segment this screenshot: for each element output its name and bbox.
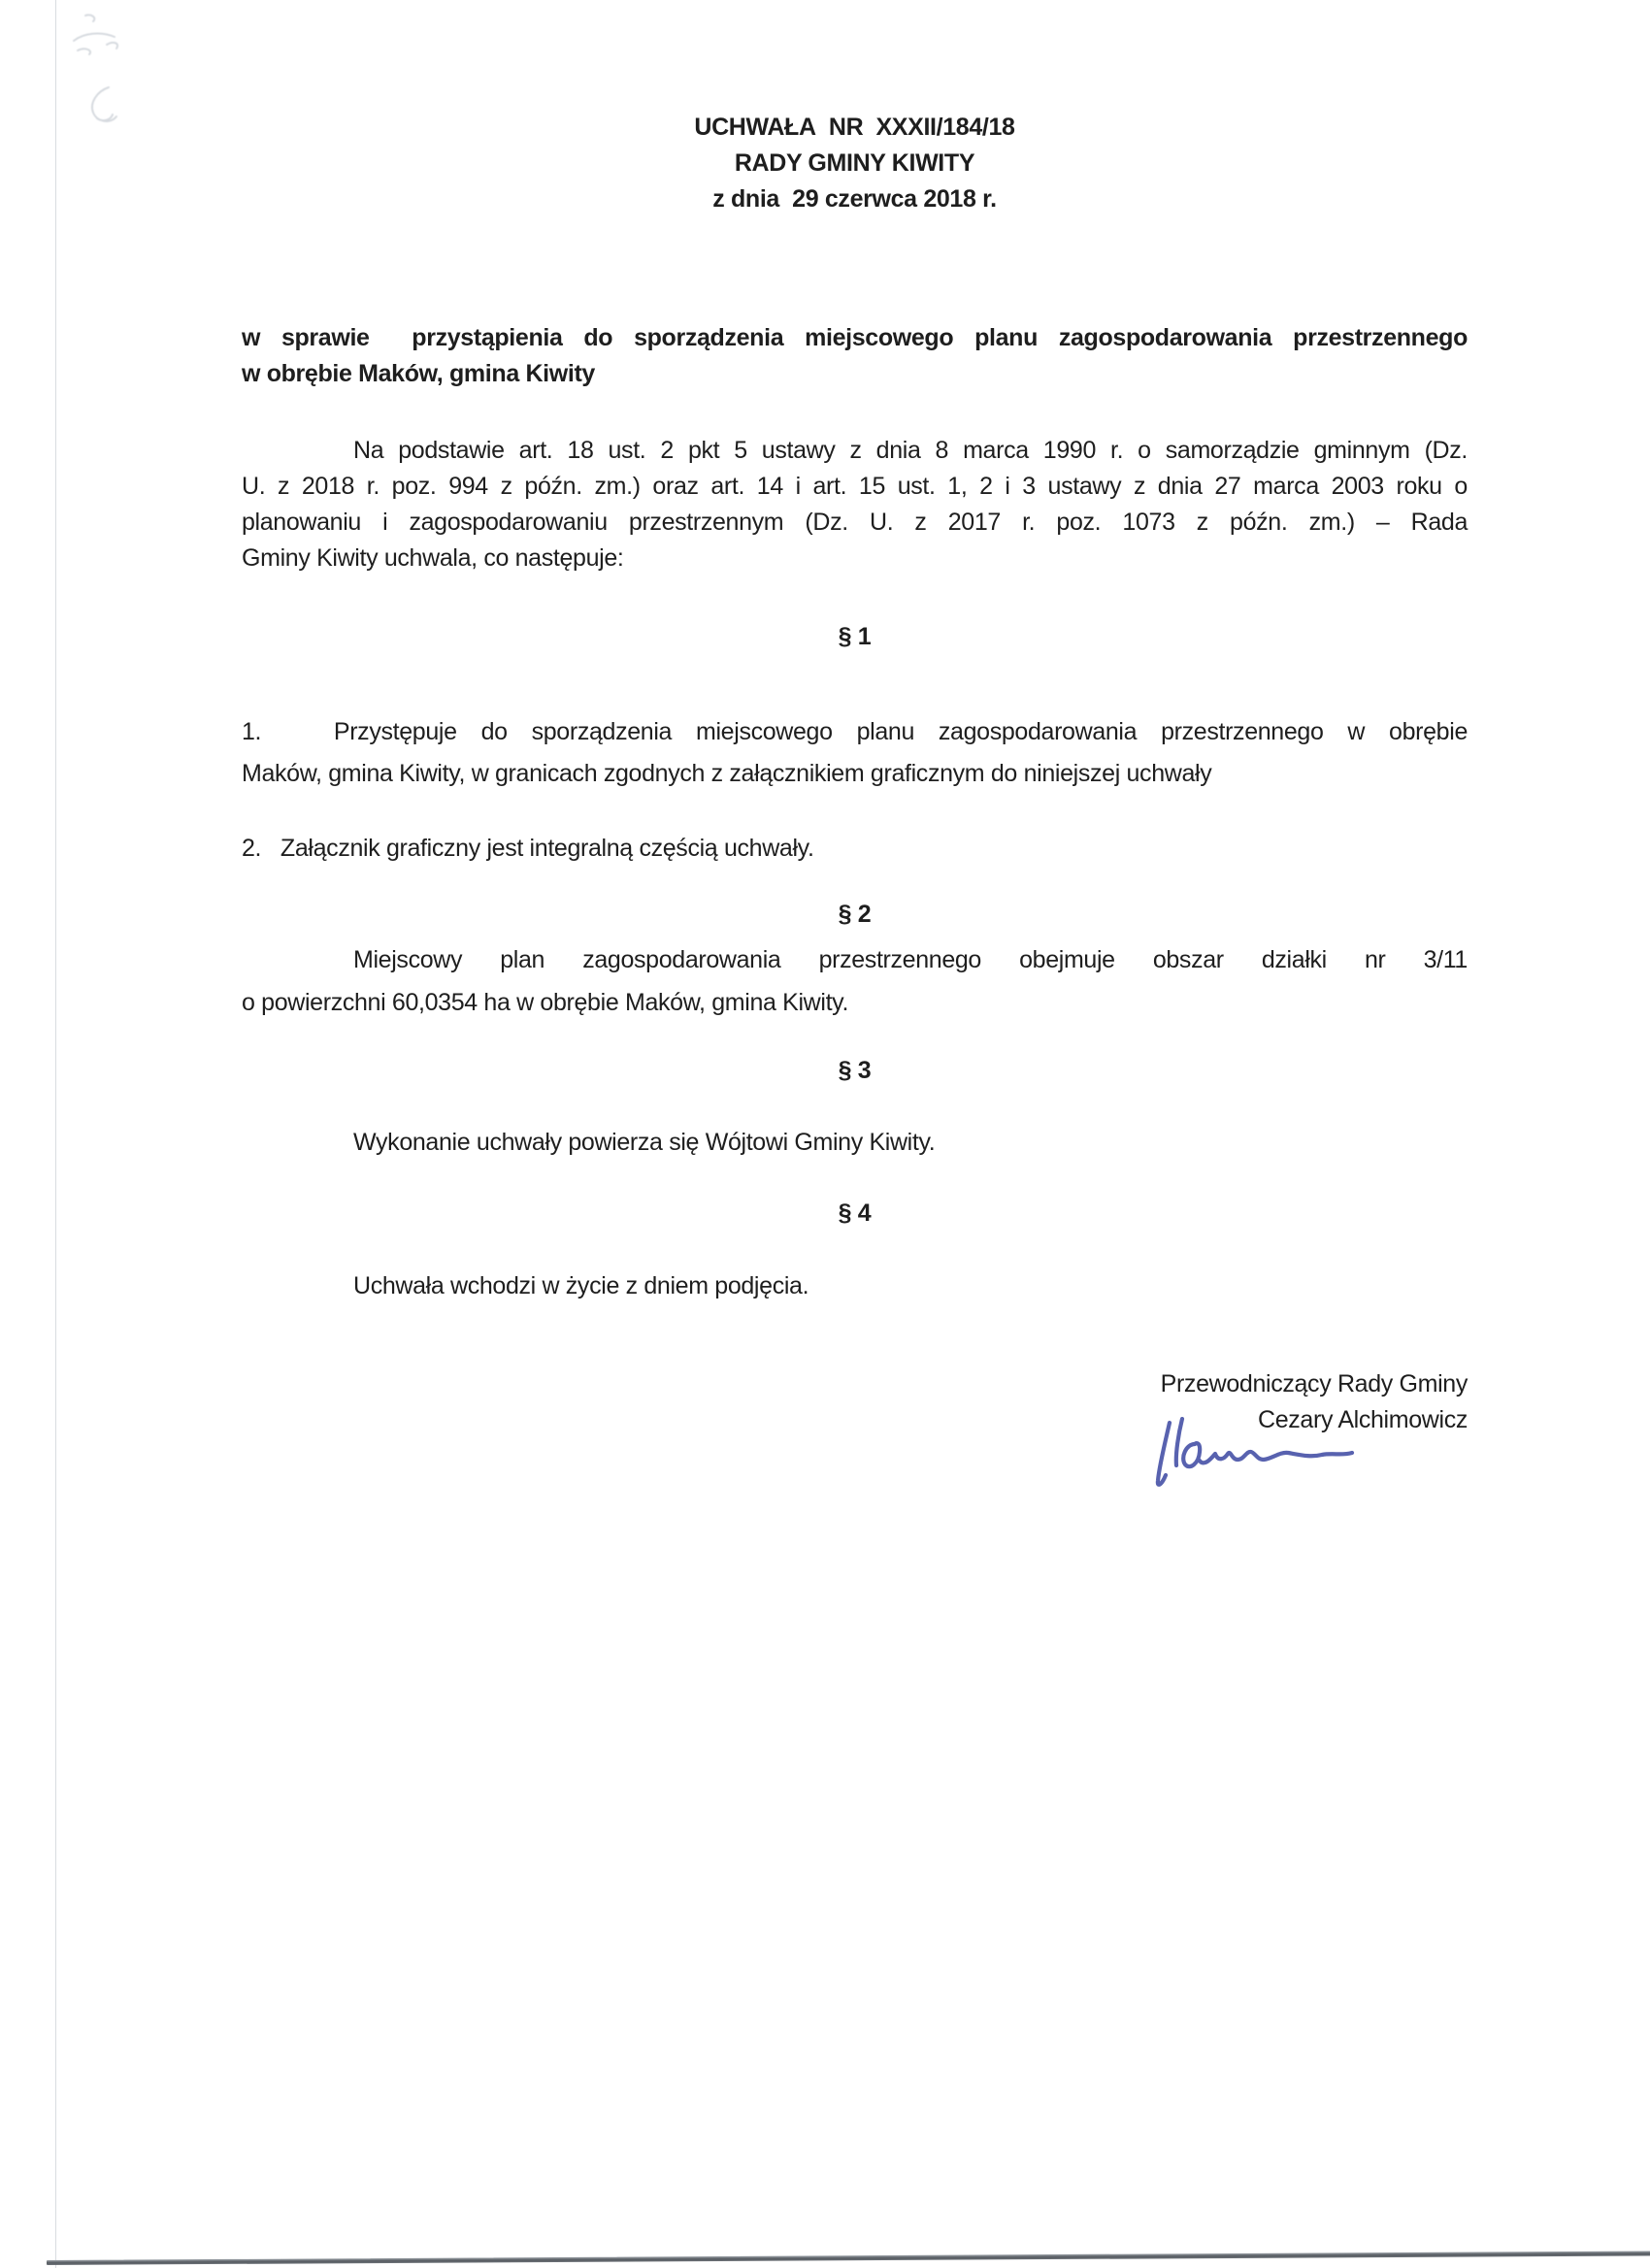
scan-smudge-mark [80, 82, 134, 132]
issuing-body: RADY GMINY KIWITY [734, 149, 975, 177]
signature-ink-path [1158, 1419, 1352, 1485]
document-content [242, 110, 1468, 1512]
section-3-paragraph [242, 1125, 1468, 1161]
section-1-mark: § 1 [838, 623, 872, 650]
legal-basis-line: Gminy Kiwity uchwala, co następuje: [242, 544, 624, 572]
legal-basis-line: planowaniu i zagospodarowaniu przestrzennym (Dz. U. z 2017 r. poz. 1073 z późn. zm.) – Rada [242, 509, 1468, 536]
legal-basis-line: Na podstawie art. 18 ust. 2 pkt 5 ustawy z dnia 8 marca 1990 r. o samorządzie gminnym (Dz. [353, 437, 1468, 464]
point-line: Maków, gmina Kiwity, w granicach zgodnych z załącznikiem graficznym do niniejszej uchwały [242, 760, 1212, 787]
section-4-line: Uchwała wchodzi w życie z dniem podjęcia. [353, 1272, 809, 1299]
subject-line: w sprawie przystąpienia do sporządzenia miejscowego planu zagospodarowania przestrzennego [242, 324, 1468, 351]
section-3-mark: § 3 [838, 1057, 872, 1084]
section-2-line: o powierzchni 60,0354 ha w obrębie Maków, gmina Kiwity. [242, 989, 849, 1016]
resolution-number: UCHWAŁA NR XXXII/184/18 [694, 114, 1015, 141]
section-4-mark: § 4 [838, 1200, 872, 1227]
signer-title: Przewodniczący Rady Gminy [1160, 1370, 1468, 1397]
section-2-paragraph [242, 938, 1468, 1024]
signature-block [242, 1366, 1468, 1512]
section-1-point-1 [242, 711, 1468, 795]
point-line: 1. Przystępuje do sporządzenia miejscowego planu zagospodarowania przestrzennego w obrębie [242, 718, 1468, 745]
handwritten-signature-icon [1150, 1417, 1364, 1487]
scan-smudge-mark [64, 8, 142, 64]
scan-left-edge-line [55, 0, 56, 2268]
signer-name: Cezary Alchimowicz [1258, 1406, 1468, 1433]
section-4-paragraph [242, 1268, 1468, 1304]
subject-line: w obrębie Maków, gmina Kiwity [242, 360, 595, 387]
section-3-line: Wykonanie uchwały powierza się Wójtowi Gminy Kiwity. [353, 1129, 936, 1156]
section-2-mark: § 2 [838, 901, 872, 928]
document-header [242, 110, 1468, 217]
legal-basis-line: U. z 2018 r. poz. 994 z późn. zm.) oraz art. 14 i art. 15 ust. 1, 2 i 3 ustawy z dnia 27 marca 2003 roku o [242, 473, 1468, 500]
section-2-line: Miejscowy plan zagospodarowania przestrzennego obejmuje obszar działki nr 3/11 [353, 946, 1468, 973]
point-line: 2. Załącznik graficzny jest integralną częścią uchwały. [242, 835, 814, 862]
legal-basis-paragraph [242, 433, 1468, 576]
scan-bottom-edge-line [47, 2251, 1650, 2265]
resolution-date: z dnia 29 czerwca 2018 r. [712, 185, 997, 213]
subject-paragraph [242, 320, 1468, 392]
section-1-point-2 [242, 828, 1468, 870]
